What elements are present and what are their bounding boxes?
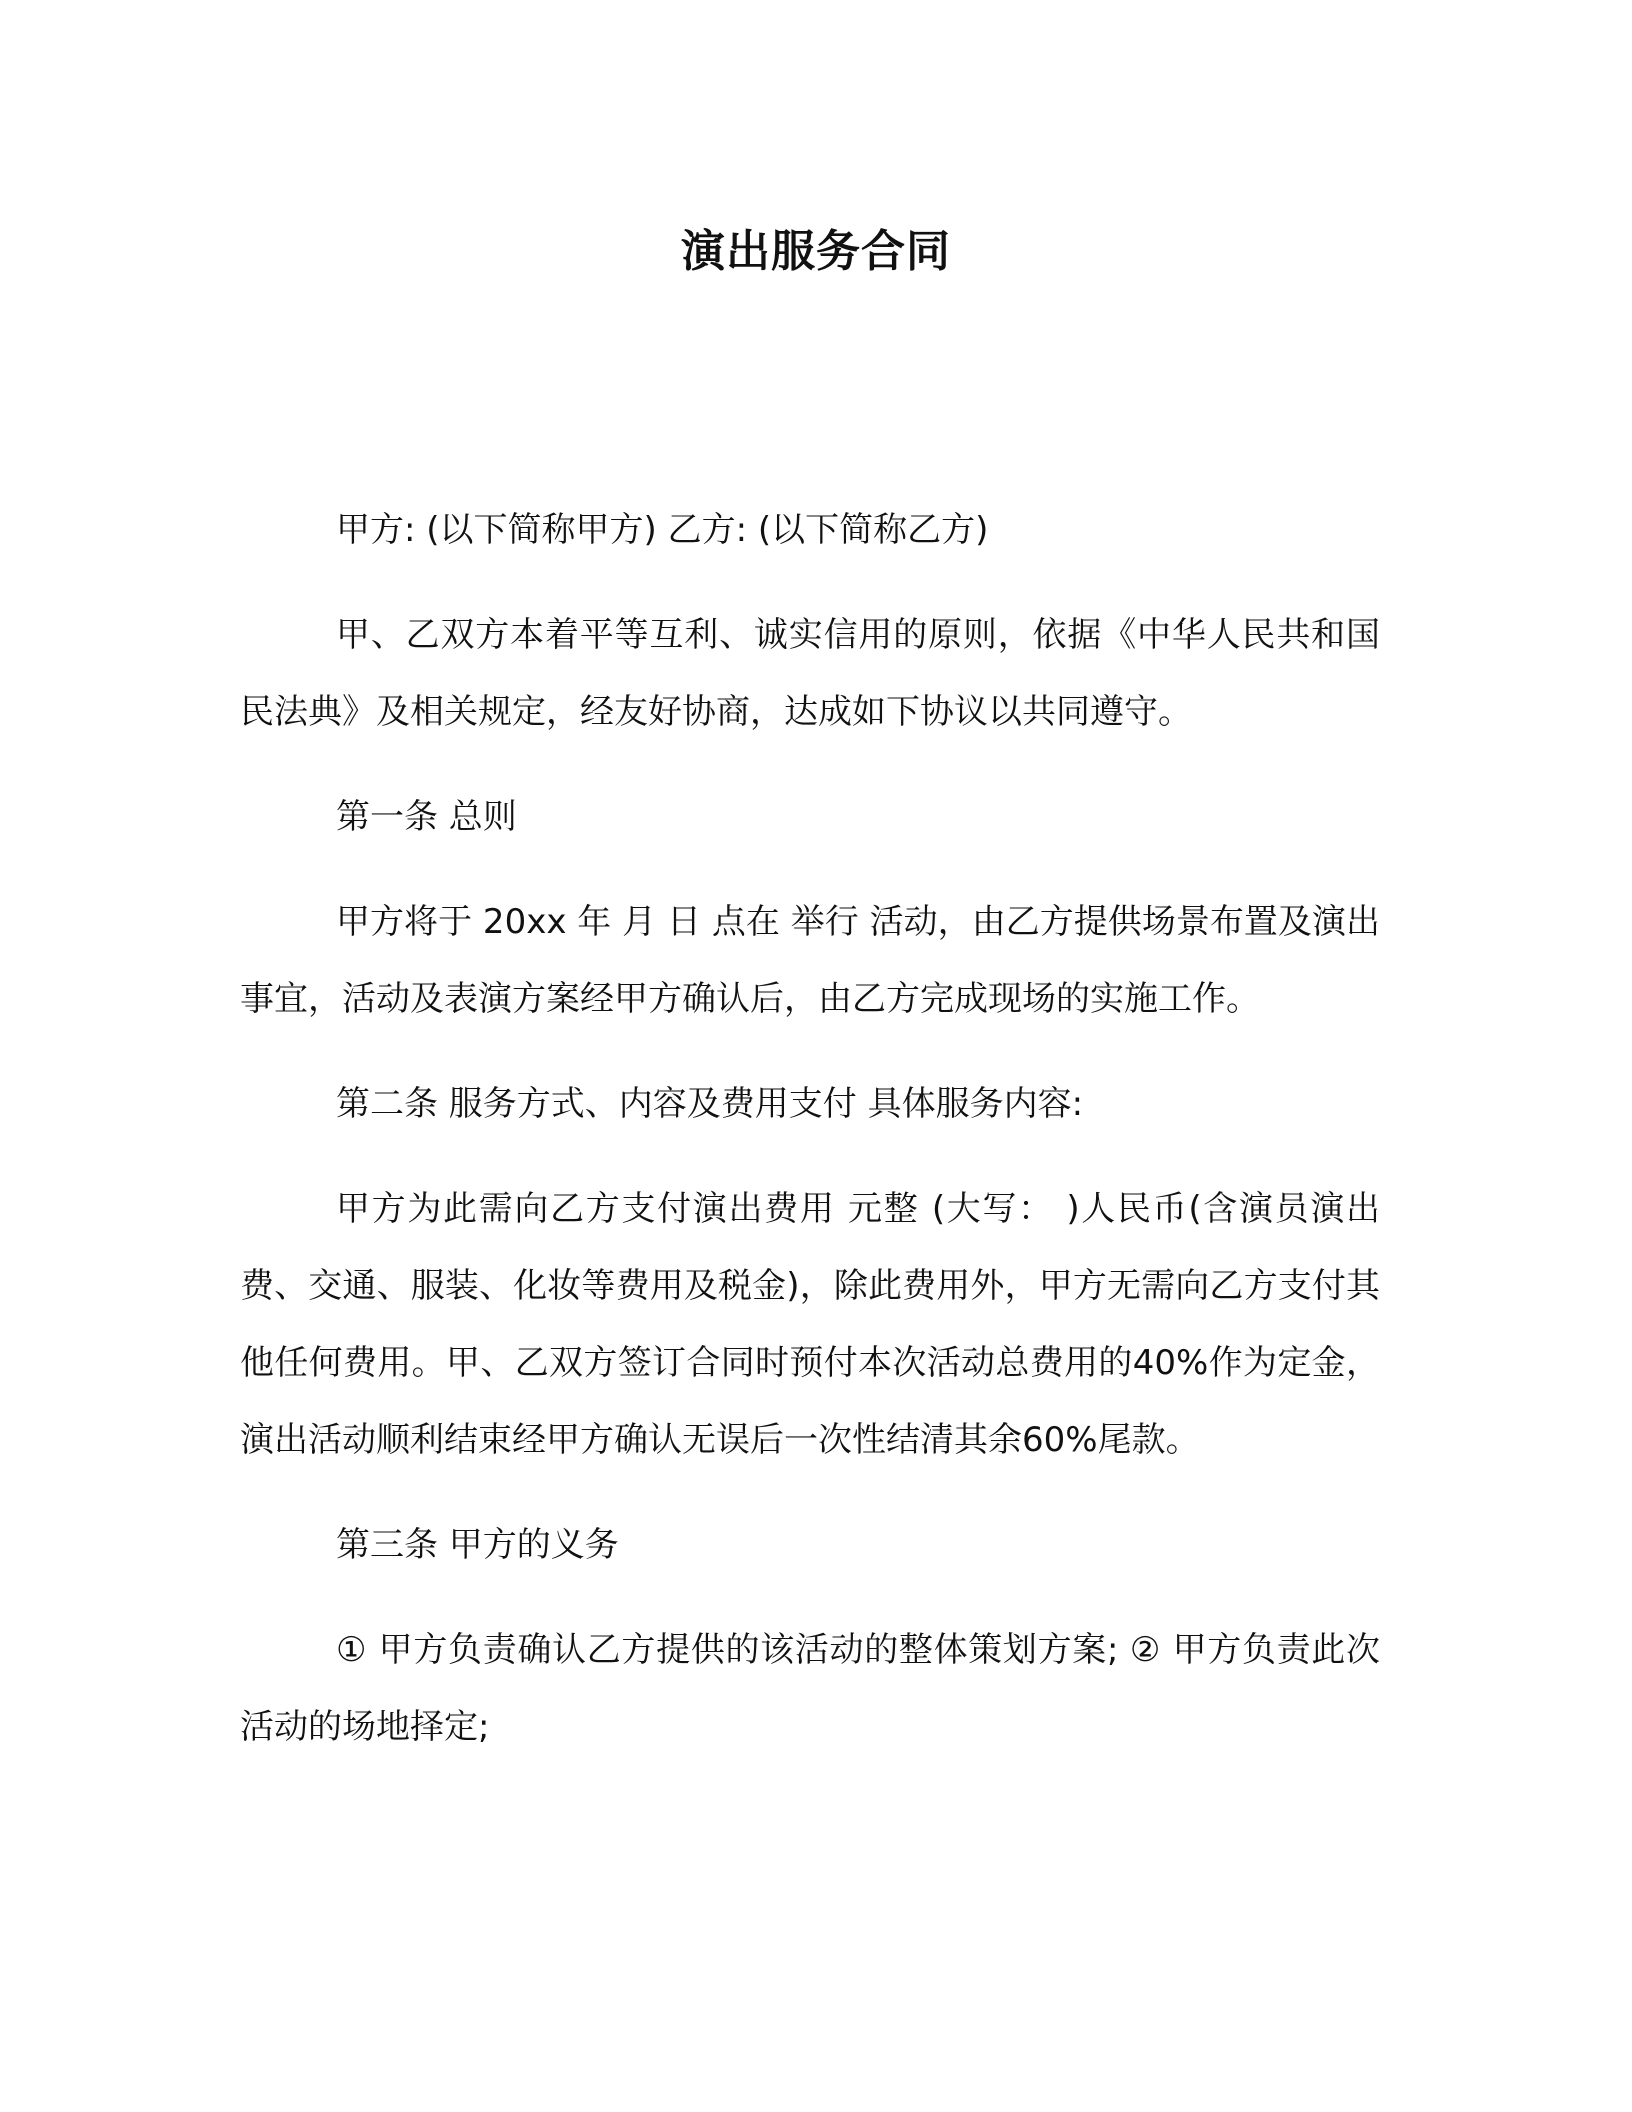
article-1-heading: 第一条 总则 [336,797,517,837]
parties-line: 甲方: (以下简称甲方) 乙方: (以下简称乙方) [336,510,989,550]
document-body [240,492,1380,1766]
article-1-paragraph: 甲方将于 20xx 年 月 日 点在 举行 活动，由乙方提供场景布置及演出事宜，活动及表演方案经甲方确认后，由乙方完成现场的实施工作。 [240,902,1380,1019]
document-title: 演出服务合同 [681,226,951,277]
article-2-paragraph: 甲方为此需向乙方支付演出费用 元整 (大写： )人民币(含演员演出费、交通、服装、化妆等费用及税金)，除此费用外，甲方无需向乙方支付其他任何费用。甲、乙双方签订合同时预付本次活动总费用的40%作为定金，演出活动顺利结束经甲方确认无误后一次性结清其余60%尾款。 [240,1189,1380,1460]
article-2-heading: 第二条 服务方式、内容及费用支付 具体服务内容: [336,1084,1084,1124]
article-3-paragraph: ① 甲方负责确认乙方提供的该活动的整体策划方案; ② 甲方负责此次活动的场地择定; [240,1630,1380,1747]
article-3-heading: 第三条 甲方的义务 [336,1525,619,1565]
preamble-paragraph: 甲、乙双方本着平等互利、诚实信用的原则，依据《中华人民共和国民法典》及相关规定，经友好协商，达成如下协议以共同遵守。 [240,615,1380,732]
